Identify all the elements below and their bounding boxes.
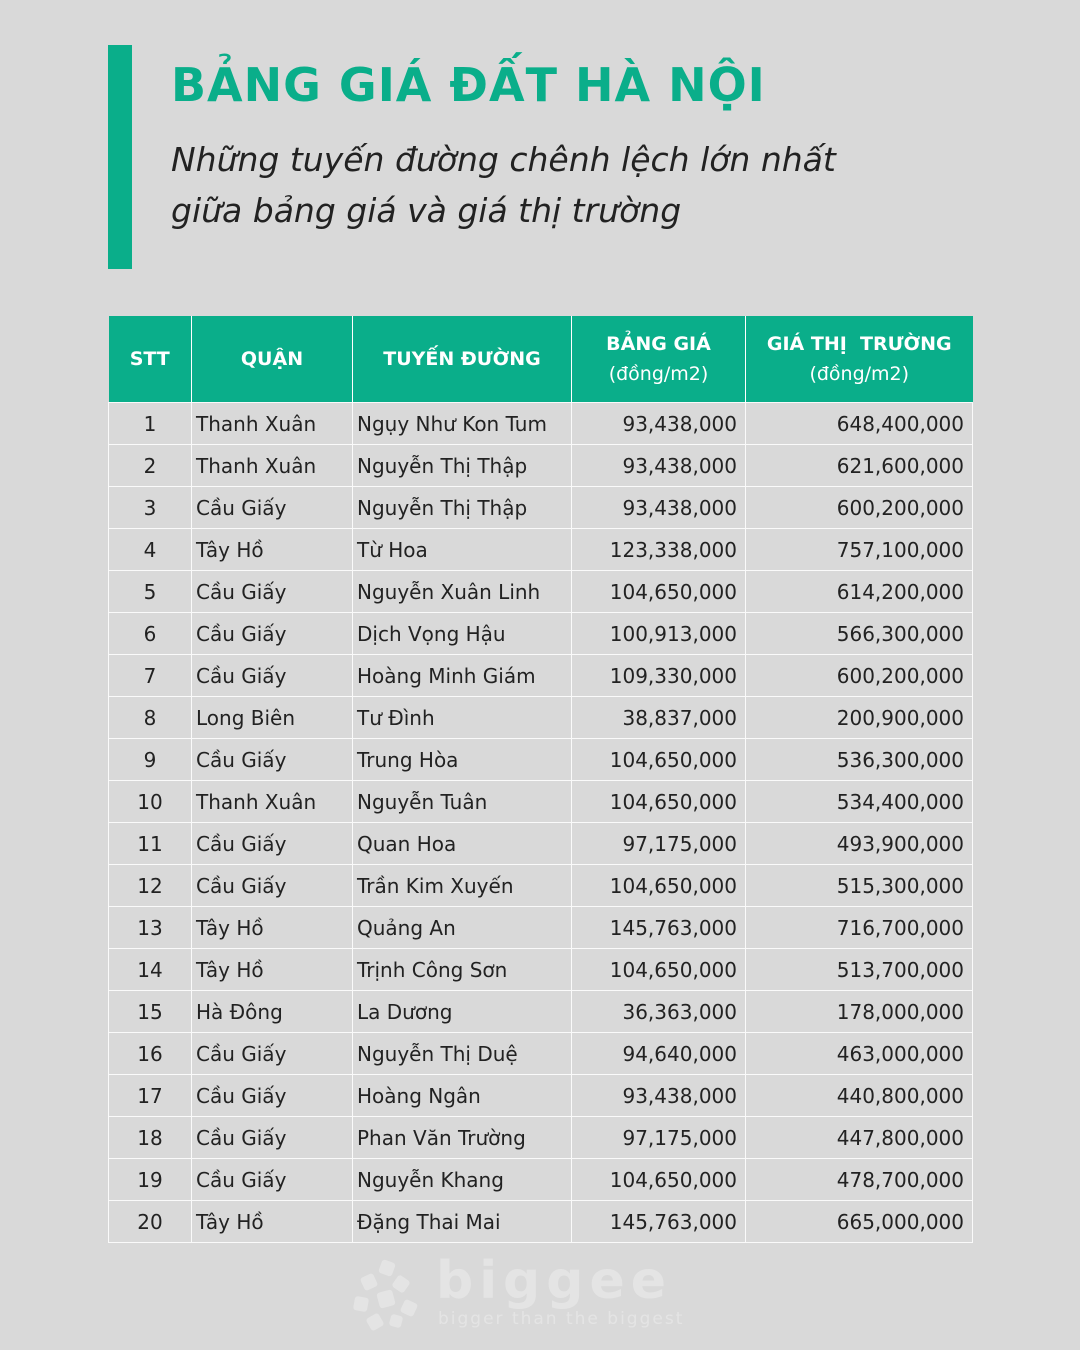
- cell-market-price: 648,400,000: [746, 403, 973, 445]
- cell-stt: 18: [109, 1117, 192, 1159]
- cell-street: Ngụy Như Kon Tum: [353, 403, 572, 445]
- cell-street: Nguyễn Thị Thập: [353, 445, 572, 487]
- header-street: TUYẾN ĐƯỜNG: [353, 316, 572, 403]
- cell-market-price: 178,000,000: [746, 991, 973, 1033]
- cell-market-price: 600,200,000: [746, 655, 973, 697]
- cell-stt: 2: [109, 445, 192, 487]
- cell-market-price: 600,200,000: [746, 487, 973, 529]
- cell-street: Tư Đình: [353, 697, 572, 739]
- table-row: [109, 907, 973, 949]
- cell-street: Quảng An: [353, 907, 572, 949]
- table-row: [109, 1075, 973, 1117]
- cell-stt: 20: [109, 1201, 192, 1243]
- cell-official-price: 109,330,000: [572, 655, 746, 697]
- cell-official-price: 104,650,000: [572, 781, 746, 823]
- cell-official-price: 104,650,000: [572, 1159, 746, 1201]
- cell-official-price: 97,175,000: [572, 823, 746, 865]
- cell-market-price: 513,700,000: [746, 949, 973, 991]
- cell-market-price: 536,300,000: [746, 739, 973, 781]
- cell-official-price: 94,640,000: [572, 1033, 746, 1075]
- cell-stt: 12: [109, 865, 192, 907]
- cell-market-price: 665,000,000: [746, 1201, 973, 1243]
- cell-official-price: 104,650,000: [572, 739, 746, 781]
- table-row: [109, 949, 973, 991]
- subtitle-line-2: giữa bảng giá và giá thị trường: [171, 191, 682, 230]
- table-row: [109, 781, 973, 823]
- cell-district: Tây Hồ: [192, 1201, 353, 1243]
- cell-street: Từ Hoa: [353, 529, 572, 571]
- header-official-price-unit: (đồng/m2): [608, 363, 709, 385]
- land-price-table: [108, 316, 973, 1243]
- cell-street: Trung Hòa: [353, 739, 572, 781]
- cell-official-price: 145,763,000: [572, 1201, 746, 1243]
- brand-name: biggee: [436, 1251, 673, 1311]
- page-title: BẢNG GIÁ ĐẤT HÀ NỘI: [171, 58, 766, 112]
- cell-stt: 15: [109, 991, 192, 1033]
- cell-market-price: 478,700,000: [746, 1159, 973, 1201]
- cell-district: Cầu Giấy: [192, 1159, 353, 1201]
- cell-official-price: 93,438,000: [572, 445, 746, 487]
- table-row: [109, 739, 973, 781]
- cell-stt: 17: [109, 1075, 192, 1117]
- table-row: [109, 697, 973, 739]
- cell-district: Cầu Giấy: [192, 655, 353, 697]
- cell-district: Cầu Giấy: [192, 1117, 353, 1159]
- cell-market-price: 200,900,000: [746, 697, 973, 739]
- brand-logo: [350, 1251, 740, 1335]
- cell-district: Cầu Giấy: [192, 865, 353, 907]
- cell-market-price: 757,100,000: [746, 529, 973, 571]
- cell-official-price: 93,438,000: [572, 1075, 746, 1117]
- table-row: [109, 823, 973, 865]
- cell-stt: 7: [109, 655, 192, 697]
- header-official-price: [572, 316, 746, 403]
- cell-district: Tây Hồ: [192, 907, 353, 949]
- page-subtitle: [171, 134, 1031, 236]
- cell-street: Hoàng Ngân: [353, 1075, 572, 1117]
- cell-market-price: 447,800,000: [746, 1117, 973, 1159]
- cell-stt: 6: [109, 613, 192, 655]
- cell-street: Trần Kim Xuyến: [353, 865, 572, 907]
- table-row: [109, 1159, 973, 1201]
- cell-street: Đặng Thai Mai: [353, 1201, 572, 1243]
- cell-street: Quan Hoa: [353, 823, 572, 865]
- cell-district: Thanh Xuân: [192, 403, 353, 445]
- table-row: [109, 991, 973, 1033]
- table-row: [109, 571, 973, 613]
- cell-official-price: 93,438,000: [572, 487, 746, 529]
- cell-market-price: 534,400,000: [746, 781, 973, 823]
- table-row: [109, 1117, 973, 1159]
- cell-stt: 19: [109, 1159, 192, 1201]
- cell-district: Cầu Giấy: [192, 613, 353, 655]
- brand-tagline: bigger than the biggest: [438, 1309, 685, 1329]
- cell-street: Hoàng Minh Giám: [353, 655, 572, 697]
- cell-district: Hà Đông: [192, 991, 353, 1033]
- header-market-price-unit: (đồng/m2): [809, 363, 910, 385]
- cell-stt: 4: [109, 529, 192, 571]
- table-row: [109, 529, 973, 571]
- title-accent-bar: [108, 45, 132, 269]
- cell-market-price: 515,300,000: [746, 865, 973, 907]
- table-row: [109, 1201, 973, 1243]
- table-row: [109, 1033, 973, 1075]
- cell-street: Dịch Vọng Hậu: [353, 613, 572, 655]
- cell-stt: 10: [109, 781, 192, 823]
- cell-stt: 5: [109, 571, 192, 613]
- cell-district: Cầu Giấy: [192, 739, 353, 781]
- cell-street: Nguyễn Xuân Linh: [353, 571, 572, 613]
- cell-official-price: 36,363,000: [572, 991, 746, 1033]
- table-row: [109, 445, 973, 487]
- cell-district: Cầu Giấy: [192, 1075, 353, 1117]
- header-market-price-label: GIÁ THỊ TRƯỜNG: [766, 333, 952, 355]
- cell-district: Thanh Xuân: [192, 781, 353, 823]
- cell-district: Cầu Giấy: [192, 571, 353, 613]
- cell-district: Cầu Giấy: [192, 823, 353, 865]
- cell-district: Tây Hồ: [192, 529, 353, 571]
- cell-official-price: 104,650,000: [572, 949, 746, 991]
- header-district: QUẬN: [192, 316, 353, 403]
- cell-official-price: 97,175,000: [572, 1117, 746, 1159]
- cell-market-price: 493,900,000: [746, 823, 973, 865]
- cell-stt: 3: [109, 487, 192, 529]
- cell-stt: 8: [109, 697, 192, 739]
- cell-street: Nguyễn Thị Thập: [353, 487, 572, 529]
- cell-official-price: 104,650,000: [572, 865, 746, 907]
- header-stt: STT: [109, 316, 192, 403]
- cell-street: Nguyễn Thị Duệ: [353, 1033, 572, 1075]
- table-header-row: [109, 316, 973, 403]
- cell-street: La Dương: [353, 991, 572, 1033]
- cell-street: Nguyễn Khang: [353, 1159, 572, 1201]
- cell-official-price: 145,763,000: [572, 907, 746, 949]
- cell-stt: 14: [109, 949, 192, 991]
- header-official-price-label: BẢNG GIÁ: [606, 333, 711, 355]
- table-body: [109, 403, 973, 1243]
- table-row: [109, 655, 973, 697]
- cell-official-price: 38,837,000: [572, 697, 746, 739]
- cell-stt: 16: [109, 1033, 192, 1075]
- cell-official-price: 100,913,000: [572, 613, 746, 655]
- table-row: [109, 487, 973, 529]
- cell-market-price: 440,800,000: [746, 1075, 973, 1117]
- subtitle-line-1: Những tuyến đường chênh lệch lớn nhất: [171, 140, 836, 179]
- cell-official-price: 93,438,000: [572, 403, 746, 445]
- cell-market-price: 716,700,000: [746, 907, 973, 949]
- cell-official-price: 104,650,000: [572, 571, 746, 613]
- cell-district: Tây Hồ: [192, 949, 353, 991]
- cell-street: Trịnh Công Sơn: [353, 949, 572, 991]
- cell-district: Cầu Giấy: [192, 487, 353, 529]
- cell-district: Cầu Giấy: [192, 1033, 353, 1075]
- biggee-logo-icon: [350, 1255, 430, 1335]
- cell-stt: 13: [109, 907, 192, 949]
- cell-street: Nguyễn Tuân: [353, 781, 572, 823]
- table-row: [109, 865, 973, 907]
- cell-district: Thanh Xuân: [192, 445, 353, 487]
- cell-stt: 9: [109, 739, 192, 781]
- cell-stt: 11: [109, 823, 192, 865]
- cell-stt: 1: [109, 403, 192, 445]
- cell-market-price: 566,300,000: [746, 613, 973, 655]
- cell-district: Long Biên: [192, 697, 353, 739]
- cell-official-price: 123,338,000: [572, 529, 746, 571]
- header-market-price: [746, 316, 973, 403]
- cell-market-price: 614,200,000: [746, 571, 973, 613]
- cell-market-price: 463,000,000: [746, 1033, 973, 1075]
- cell-market-price: 621,600,000: [746, 445, 973, 487]
- table-row: [109, 403, 973, 445]
- table-row: [109, 613, 973, 655]
- cell-street: Phan Văn Trường: [353, 1117, 572, 1159]
